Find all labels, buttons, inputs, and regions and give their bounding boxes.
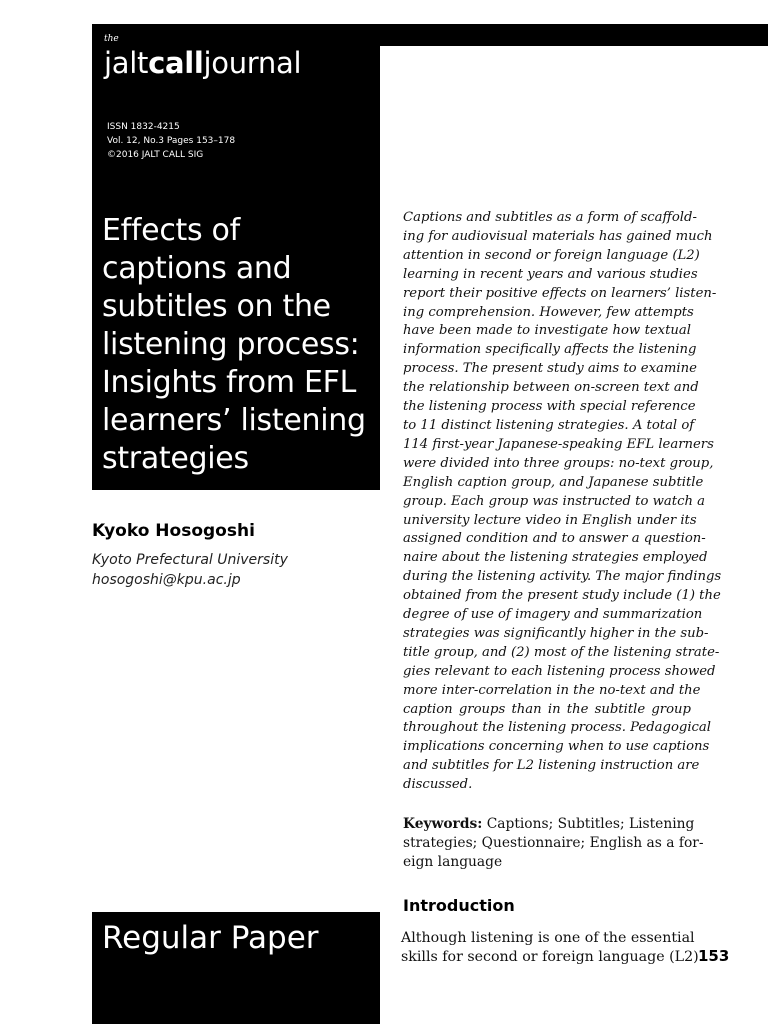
abstract-line: the listening process with special reference — [403, 399, 696, 415]
abstract-line: discussed. — [403, 777, 473, 793]
abstract-line: obtained from the present study include (1) the — [403, 588, 721, 604]
abstract-line: ing for audiovisual materials has gained much — [403, 228, 713, 244]
title-line: learners’ listening — [102, 403, 366, 438]
abstract-line: ing comprehension. However, few attempts — [403, 304, 694, 320]
body-line: Although listening is one of the essential — [401, 930, 695, 946]
abstract-line: 114 first-year Japanese-speaking EFL learners — [403, 436, 714, 452]
title-line: listening process: — [102, 327, 360, 362]
abstract-line: implications concerning when to use captions — [403, 739, 710, 755]
issn: ISSN 1832-4215 — [107, 122, 180, 132]
abstract-line: and subtitles for L2 listening instruction are — [403, 758, 700, 774]
keywords — [403, 815, 704, 872]
abstract-line: English caption group, and Japanese subtitle — [403, 474, 704, 490]
abstract-line: throughout the listening process. Pedagogical — [403, 720, 712, 736]
abstract-line: process. The present study aims to examine — [403, 361, 697, 377]
abstract-line: naire about the listening strategies employed — [403, 550, 708, 566]
section-body — [401, 929, 699, 967]
volume-pages: Vol. 12, No.3 Pages 153–178 — [107, 136, 236, 146]
abstract-line: learning in recent years and various studies — [403, 266, 698, 282]
title-line: Insights from EFL — [102, 365, 356, 400]
abstract-line: group. Each group was instructed to watch a — [403, 493, 705, 509]
paper-type: Regular Paper — [102, 920, 319, 956]
logo-part-call: call — [148, 46, 204, 80]
journal-logo-the: the — [104, 34, 119, 44]
abstract-line: degree of use of imagery and summarization — [403, 607, 703, 623]
abstract-line: caption groups than in the subtitle group — [403, 701, 691, 717]
keywords-line: strategies; Questionnaire; English as a for- — [403, 835, 704, 851]
copyright: ©2016 JALT CALL SIG — [107, 150, 204, 160]
paper-title — [102, 212, 377, 478]
logo-part-journal: journal — [203, 46, 302, 80]
journal-meta — [107, 120, 235, 162]
abstract-line: to 11 distinct listening strategies. A total of — [403, 417, 695, 433]
keywords-line — [403, 815, 695, 834]
journal-logo — [104, 46, 301, 80]
keywords-line: eign language — [403, 854, 503, 870]
title-line: strategies — [102, 441, 249, 476]
title-line: captions and — [102, 251, 292, 286]
body-line: skills for second or foreign language (L2) — [401, 949, 699, 965]
section-heading: Introduction — [403, 896, 515, 915]
logo-part-jalt: jalt — [104, 46, 149, 80]
abstract-line: were divided into three groups: no-text group, — [403, 455, 714, 471]
abstract-line: strategies was significantly higher in the sub- — [403, 625, 709, 641]
author-name: Kyoko Hosogoshi — [92, 521, 255, 541]
author-email: hosogoshi@kpu.ac.jp — [92, 572, 241, 588]
abstract-line: more inter-correlation in the no-text and the — [403, 682, 701, 698]
abstract-line: gies relevant to each listening process showed — [403, 663, 716, 679]
abstract-line: university lecture video in English under its — [403, 512, 697, 528]
abstract-line: Captions and subtitles as a form of scaffold- — [403, 210, 697, 225]
abstract-line: have been made to investigate how textual — [403, 323, 691, 339]
author-affiliation-block — [92, 550, 288, 590]
abstract-line: during the listening activity. The major findings — [403, 569, 722, 585]
journal-header-block — [92, 24, 380, 490]
abstract-line: title group, and (2) most of the listening strate- — [403, 644, 720, 660]
abstract-line: report their positive effects on learners’ listen- — [403, 285, 717, 301]
author-affiliation: Kyoto Prefectural University — [92, 552, 288, 568]
abstract-line: attention in second or foreign language (L2) — [403, 247, 700, 263]
keywords-label: Keywords: — [403, 816, 483, 832]
keywords-text: Captions; Subtitles; Listening — [486, 816, 695, 832]
top-black-bar — [380, 24, 768, 46]
title-line: subtitles on the — [102, 289, 331, 324]
abstract-line: the relationship between on-screen text and — [403, 380, 699, 396]
abstract-line: assigned condition and to answer a question- — [403, 531, 706, 547]
abstract-line: information specifically affects the listening — [403, 342, 697, 358]
title-line: Effects of — [102, 213, 240, 248]
abstract — [403, 209, 722, 795]
paper-type-block — [92, 912, 380, 1024]
page-number: 153 — [698, 947, 730, 965]
